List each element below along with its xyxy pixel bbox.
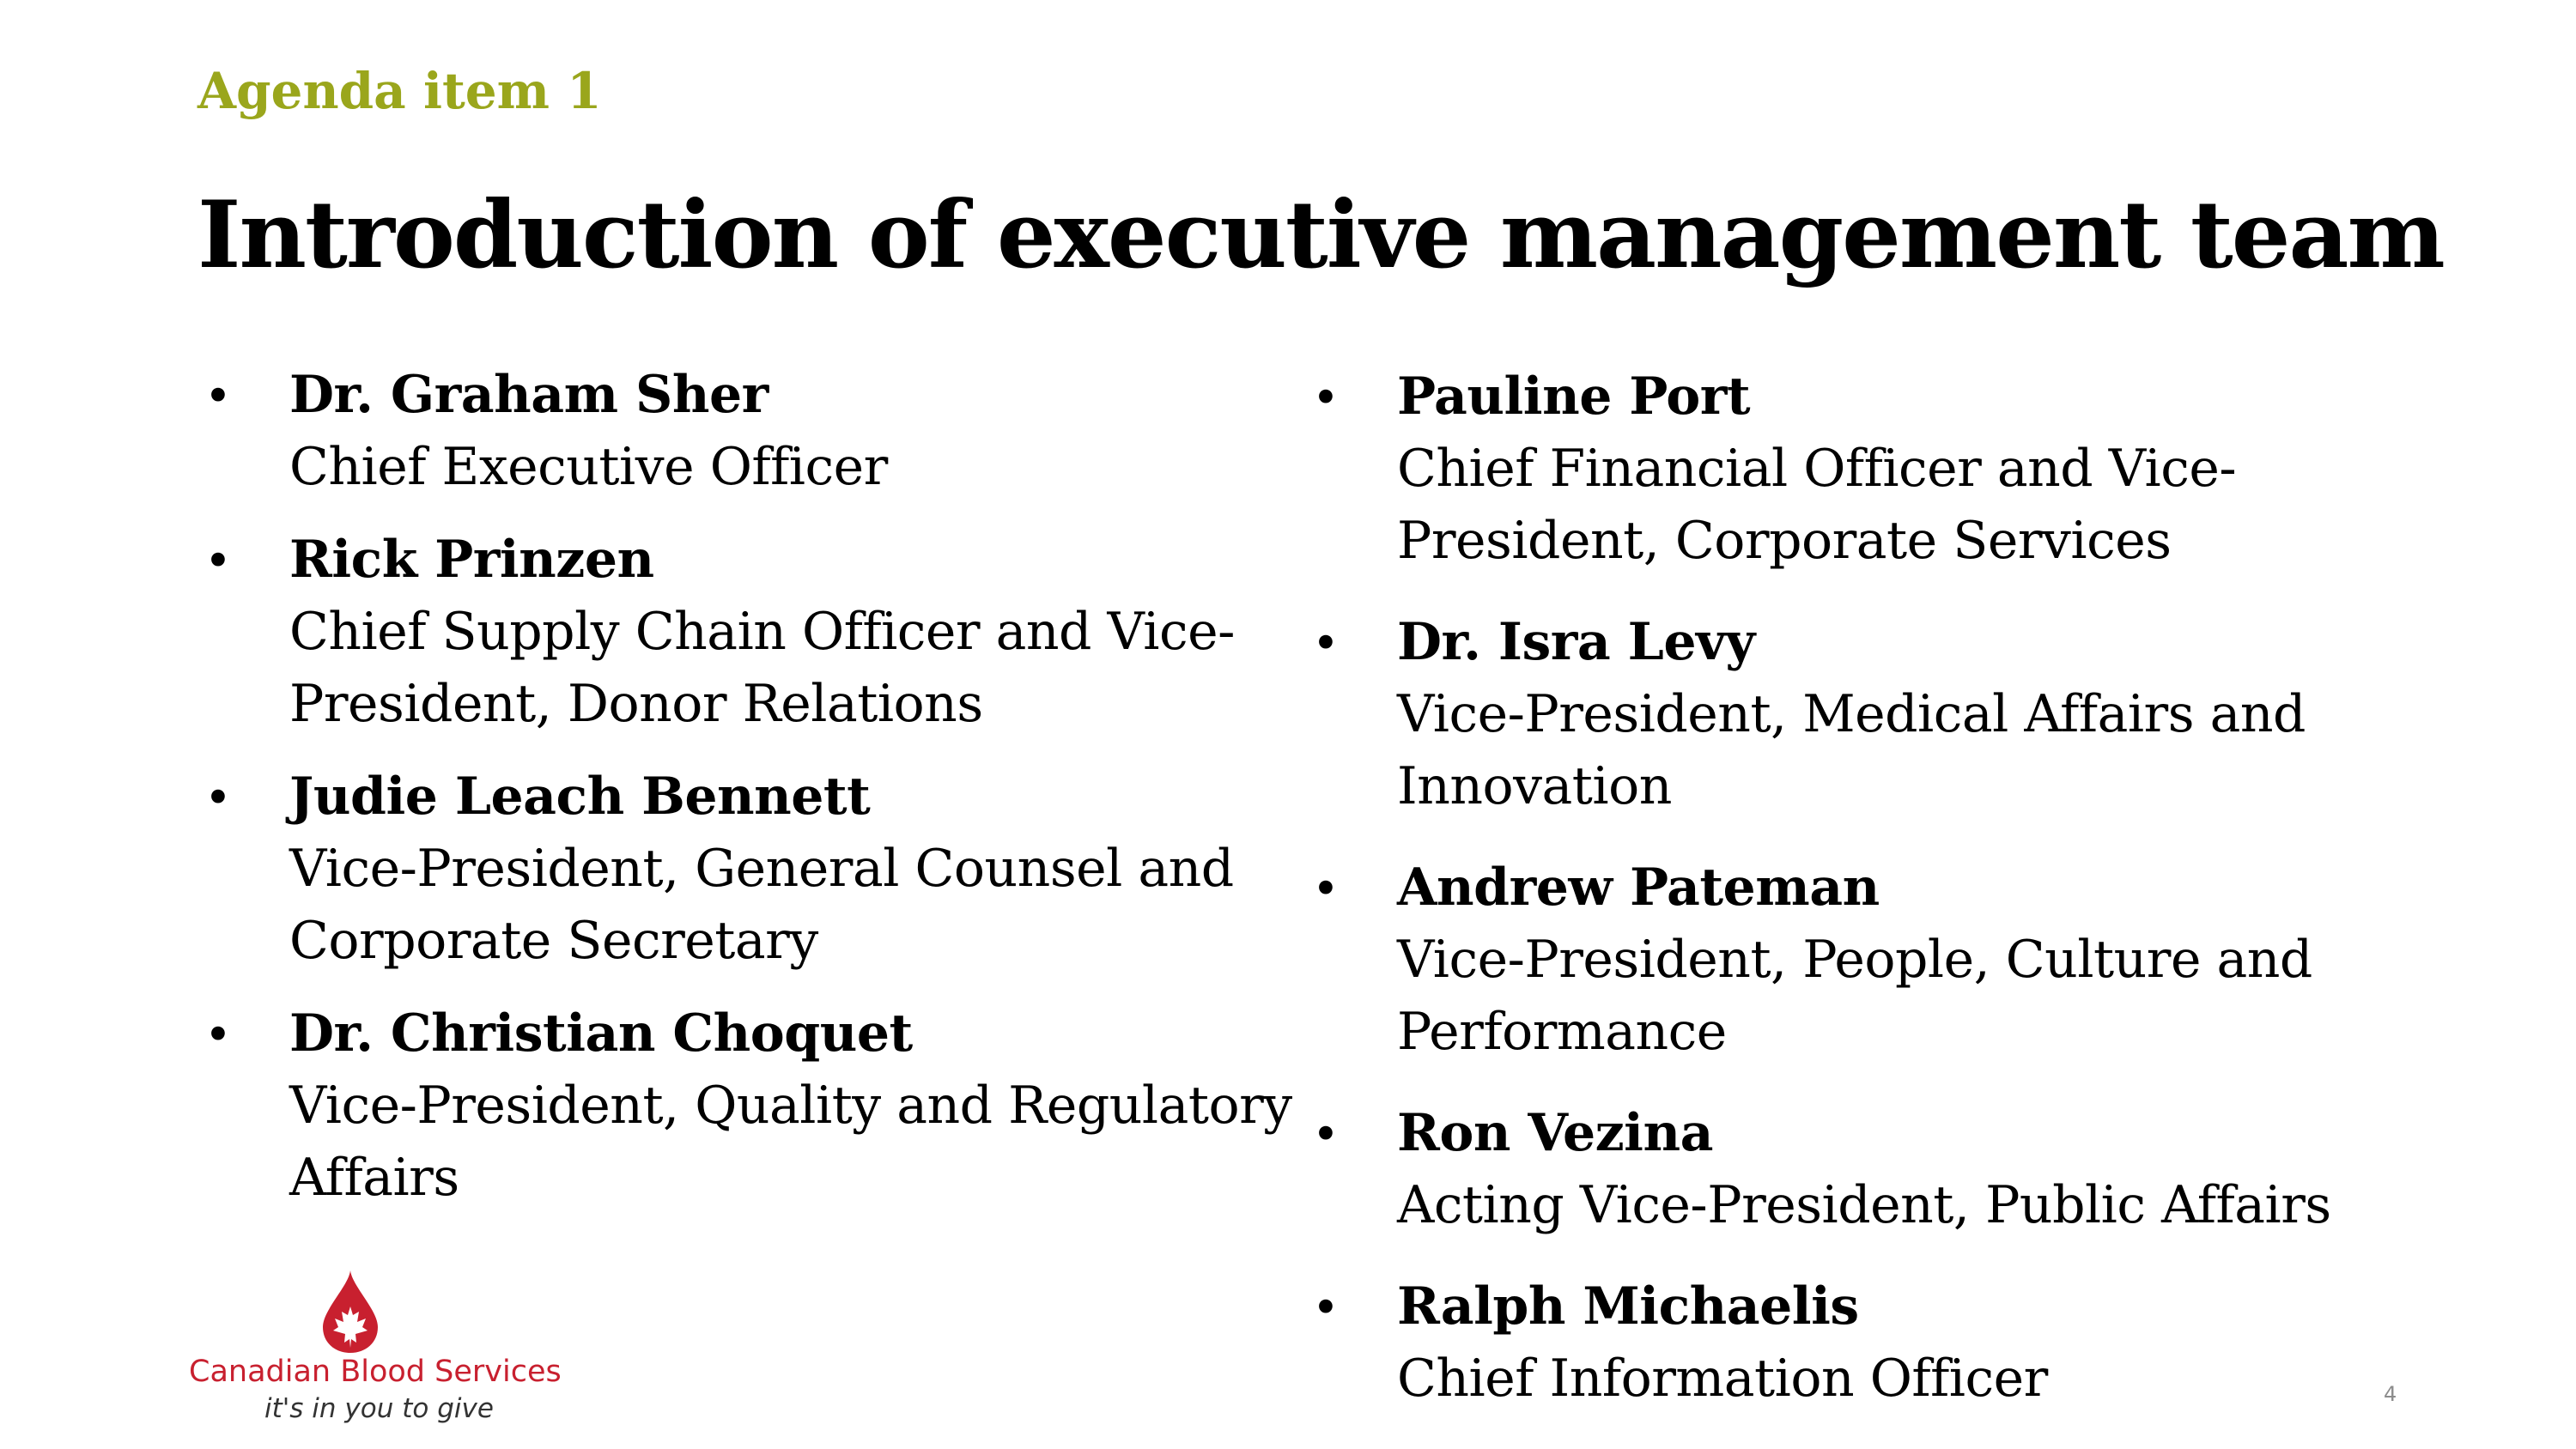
executive-name: Dr. Isra Levy bbox=[1397, 612, 1755, 672]
list-item bbox=[1307, 361, 2440, 577]
list-item bbox=[1307, 1097, 2440, 1241]
executive-name: Ron Vezina bbox=[1397, 1103, 1713, 1163]
bullet-icon: • bbox=[1312, 862, 1340, 916]
executive-role: Vice-President, People, Culture and Performance bbox=[1397, 930, 2312, 1062]
list-item bbox=[199, 761, 1298, 977]
list-item bbox=[1307, 852, 2440, 1068]
slide-title: Introduction of executive management team bbox=[197, 181, 2444, 289]
left-column-list bbox=[199, 359, 1298, 1234]
executive-role: Vice-President, Quality and Regulatory Affairs bbox=[289, 1076, 1292, 1208]
list-item bbox=[1307, 606, 2440, 822]
bullet-icon: • bbox=[1312, 1281, 1340, 1335]
bullet-icon: • bbox=[204, 534, 232, 588]
canadian-blood-services-logo bbox=[189, 1269, 562, 1432]
executive-name: Dr. Christian Choquet bbox=[289, 1003, 913, 1064]
bullet-icon: • bbox=[204, 771, 232, 825]
blood-drop-maple-leaf-icon bbox=[318, 1269, 383, 1355]
executive-name: Ralph Michaelis bbox=[1397, 1276, 1859, 1337]
bullet-icon: • bbox=[1312, 616, 1340, 670]
executive-role: Chief Financial Officer and Vice-President, Corporate Services bbox=[1397, 439, 2237, 571]
page-number: 4 bbox=[2384, 1382, 2397, 1406]
executive-role: Vice-President, General Counsel and Corporate Secretary bbox=[289, 839, 1234, 971]
logo-name: Canadian Blood Services bbox=[189, 1355, 562, 1389]
executive-name: Rick Prinzen bbox=[289, 530, 654, 590]
executive-name: Dr. Graham Sher bbox=[289, 365, 769, 425]
executive-name: Andrew Pateman bbox=[1397, 858, 1880, 918]
executive-role: Vice-President, Medical Affairs and Innovation bbox=[1397, 684, 2306, 816]
bullet-icon: • bbox=[204, 1008, 232, 1062]
bullet-icon: • bbox=[204, 369, 232, 423]
list-item bbox=[199, 359, 1298, 503]
list-item bbox=[199, 524, 1298, 740]
bullet-icon: • bbox=[1312, 371, 1340, 425]
executive-role: Chief Executive Officer bbox=[289, 437, 888, 497]
list-item bbox=[1307, 1270, 2440, 1415]
executive-name: Pauline Port bbox=[1397, 367, 1751, 427]
executive-role: Acting Vice-President, Public Affairs bbox=[1397, 1175, 2331, 1235]
right-column-list bbox=[1307, 361, 2440, 1444]
bullet-icon: • bbox=[1312, 1107, 1340, 1161]
executive-name: Judie Leach Bennett bbox=[289, 767, 871, 827]
executive-role: Chief Supply Chain Officer and Vice-President, Donor Relations bbox=[289, 602, 1235, 734]
executive-role: Chief Information Officer bbox=[1397, 1349, 2048, 1409]
agenda-label: Agenda item 1 bbox=[197, 62, 602, 120]
list-item bbox=[199, 997, 1298, 1214]
logo-tagline: it's in you to give bbox=[264, 1393, 494, 1424]
